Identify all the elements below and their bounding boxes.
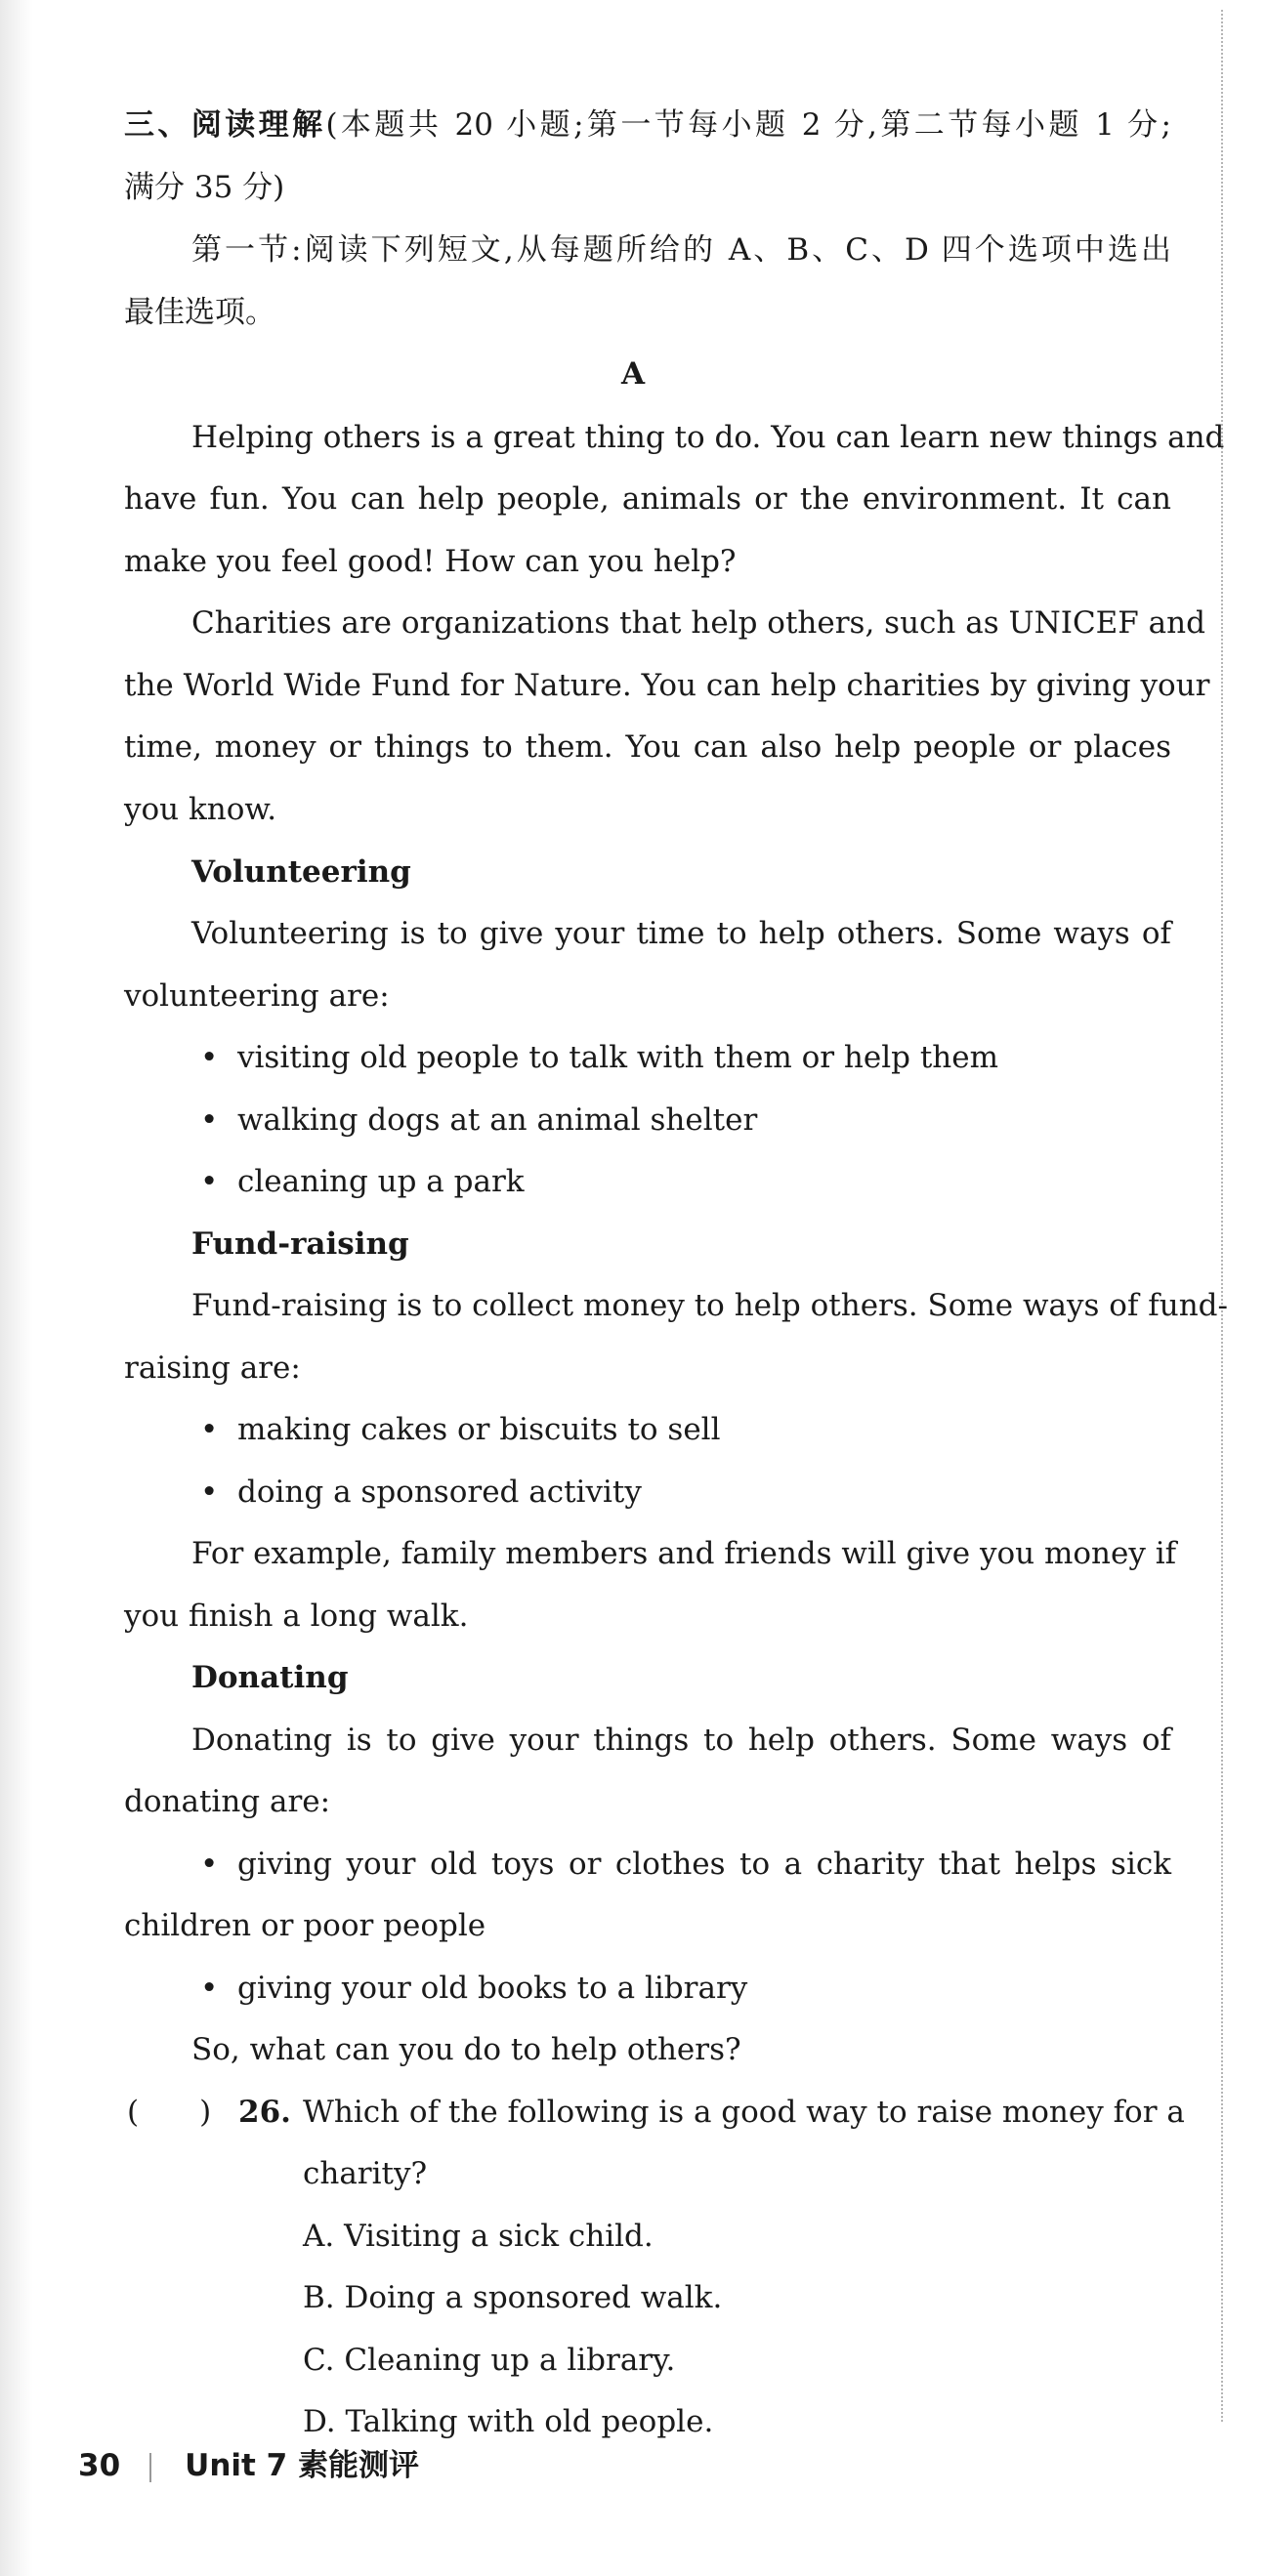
instruction-line1: 第一节:阅读下列短文,从每题所给的 A、B、C、D 四个选项中选出 <box>191 232 1171 268</box>
passage-label: A <box>620 356 646 392</box>
bullet-marker: • <box>200 1040 219 1075</box>
donating-heading: Donating <box>191 1660 349 1695</box>
list-item-text: cleaning up a park <box>237 1164 525 1199</box>
question-stem-line: Which of the following is a good way to raise money for a <box>303 2095 1185 2130</box>
option-c[interactable]: C. Cleaning up a library. <box>303 2343 676 2378</box>
list-item-continuation: children or poor people <box>124 1908 486 1943</box>
paragraph1-line: Helping others is a great thing to do. You can learn new things and <box>191 420 1225 455</box>
question-stem-line: charity? <box>303 2156 428 2191</box>
volunteering-line: Volunteering is to give your time to help others. Some ways of <box>191 916 1171 951</box>
bullet-marker: • <box>200 1971 219 2006</box>
footer-divider <box>149 2453 151 2482</box>
list-item <box>200 1969 747 2008</box>
fundraising-example-line: you finish a long walk. <box>124 1599 469 1634</box>
list-item-text: doing a sponsored activity <box>237 1475 642 1510</box>
unit-label: Unit 7 素能测评 <box>185 2448 419 2483</box>
option-a[interactable]: A. Visiting a sick child. <box>303 2219 654 2254</box>
paragraph2-line: time, money or things to them. You can also help people or places <box>124 729 1171 765</box>
list-item-text: making cakes or biscuits to sell <box>237 1412 721 1447</box>
donating-line: donating are: <box>124 1784 331 1819</box>
section-note: (本题共 20 小题;第一节每小题 2 分,第二节每小题 1 分; <box>325 107 1171 143</box>
option-d[interactable]: D. Talking with old people. <box>303 2404 714 2439</box>
bullet-marker: • <box>200 1475 219 1510</box>
section-heading-line <box>124 105 1171 145</box>
list-item <box>200 1410 721 1449</box>
list-item-text: walking dogs at an animal shelter <box>237 1102 758 1138</box>
section-note-line2: 满分 35 分) <box>124 170 285 205</box>
paragraph2-line: you know. <box>124 792 277 827</box>
fundraising-line: raising are: <box>124 1350 301 1386</box>
volunteering-line: volunteering are: <box>124 978 390 1014</box>
bullet-marker: • <box>200 1102 219 1138</box>
bullet-marker: • <box>200 1847 219 1882</box>
paragraph2-line: the World Wide Fund for Nature. You can help charities by giving your <box>124 668 1210 703</box>
question-number: 26. <box>238 2095 291 2130</box>
volunteering-heading: Volunteering <box>191 854 411 890</box>
section-heading: 三、阅读理解 <box>124 107 326 143</box>
list-item <box>200 1845 1171 1884</box>
page-number: 30 <box>78 2448 121 2483</box>
bullet-marker: • <box>200 1164 219 1199</box>
list-item <box>200 1038 998 1077</box>
closing-line: So, what can you do to help others? <box>191 2032 741 2067</box>
donating-line: Donating is to give your things to help others. Some ways of <box>191 1723 1171 1758</box>
page-footer <box>78 2446 419 2485</box>
bullet-marker: • <box>200 1412 219 1447</box>
fundraising-line: Fund-raising is to collect money to help others. Some ways of fund- <box>191 1288 1228 1323</box>
list-item <box>200 1473 642 1512</box>
list-item-text: visiting old people to talk with them or help them <box>237 1040 999 1075</box>
list-item <box>200 1101 757 1140</box>
instruction-line2: 最佳选项。 <box>124 295 275 330</box>
answer-blank[interactable]: ( ) <box>127 2095 212 2130</box>
option-b[interactable]: B. Doing a sponsored walk. <box>303 2280 723 2315</box>
fundraising-heading: Fund-raising <box>191 1226 409 1262</box>
paragraph1-line: make you feel good! How can you help? <box>124 544 737 579</box>
list-item-text: giving your old books to a library <box>237 1971 748 2006</box>
list-item <box>200 1162 525 1201</box>
fundraising-example-line: For example, family members and friends will give you money if <box>191 1536 1177 1571</box>
paragraph1-line: have fun. You can help people, animals or the environment. It can <box>124 481 1171 517</box>
list-item-text: giving your old toys or clothes to a charity that helps sick <box>237 1847 1171 1882</box>
paragraph2-line: Charities are organizations that help others, such as UNICEF and <box>191 605 1205 641</box>
